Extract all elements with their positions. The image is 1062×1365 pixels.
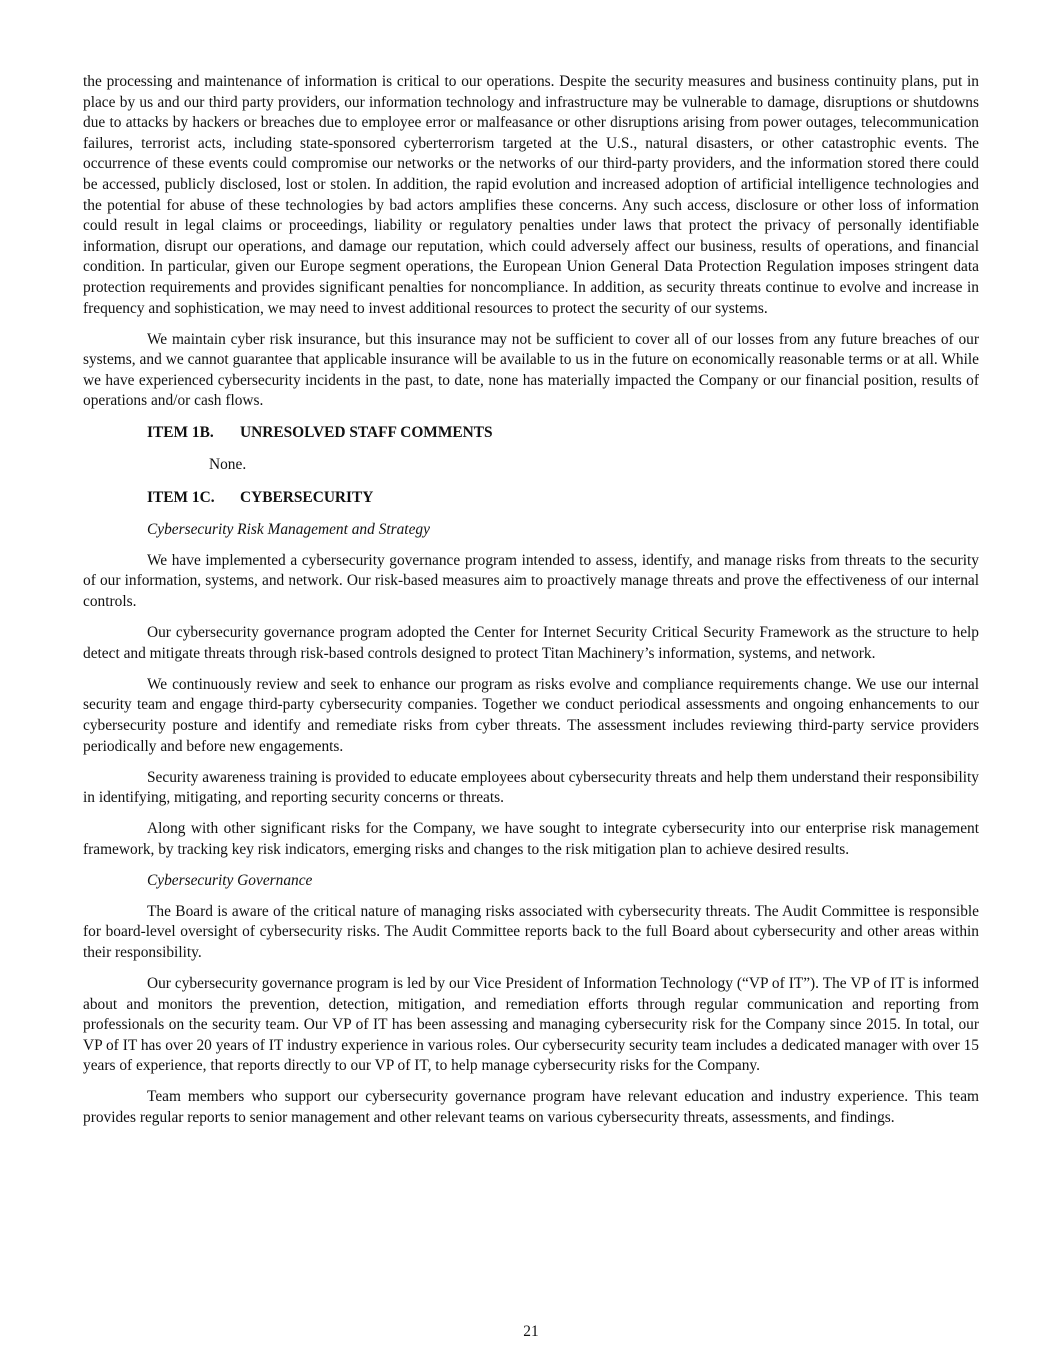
item-1b-content: None. — [209, 456, 247, 474]
page-number: 21 — [523, 1323, 539, 1340]
paragraph-enterprise-risk: Along with other significant risks for the Company, we have sought to integrate cybersecurity into our enterprise risk management framework, by tracking key risk indicators, emerging risks and changes to the risk mitigation plan to achieve desired results. — [83, 820, 979, 858]
paragraph-information-security-risk: the processing and maintenance of information is critical to our operations. Despite the security measures and business continuity plans, put in place by us and our third party providers, our information technology and infrastructure may be vulnerable to damage, disruptions or shutdowns due to attacks by hackers or breaches due to employee error or malfeasance or other disruptions arising from power outages, telecommunication failures, terrorist acts, including state-sponsored cyberterrorism targeted at the U.S., natural disasters, or other catastrophic events. The occurrence of these events could compromise our networks or the networks of our third-party providers, and the information stored there could be accessed, publicly disclosed, lost or stolen. In addition, the rapid evolution and increased adoption of artificial intelligence technologies and the potential for abuse of these technologies by bad actors amplifies these concerns. Any such access, disclosure or other loss of information could result in legal claims or proceedings, liability or regulatory penalties under laws that protect the privacy of personally identifiable information, disrupt our operations, and damage our reputation, which could adversely affect our business, results of operations, and financial condition. In particular, given our Europe segment operations, the European Union General Data Protection Regulation imposes stringent data protection requirements and provides significant penalties for noncompliance. In addition, as security threats continue to evolve and increase in frequency and sophistication, we may need to invest additional resources to protect the security of our systems. — [83, 73, 979, 317]
item-1c-title: CYBERSECURITY — [240, 488, 374, 506]
item-1c-number: ITEM 1C. — [147, 488, 215, 506]
item-1b-heading — [147, 423, 979, 444]
paragraph-awareness-training: Security awareness training is provided to educate employees about cybersecurity threats and help them understand their responsibility in identifying, mitigating, and reporting security concerns or threats. — [83, 768, 979, 807]
document-page — [83, 72, 979, 1139]
paragraph-vp-of-it: Our cybersecurity governance program is led by our Vice President of Information Technology (“VP of IT”). The VP of IT is informed about and monitors the prevention, detection, mitigation, and remediation efforts through regular communication and reporting from professionals on the security team. Our VP of IT has been assessing and managing cybersecurity risk for the Company since 2015. In total, our VP of IT has over 20 years of IT industry experience in various roles. Our cybersecurity security team includes a dedicated manager with over 15 years of experience, that reports directly to our VP of IT, to help manage cybersecurity risks for the Company. — [83, 974, 979, 1075]
paragraph-cis-framework: Our cybersecurity governance program adopted the Center for Internet Security Critical Security Framework as the structure to help detect and mitigate threats through risk-based controls designed to protect Titan Machinery’s information, systems, and network. — [83, 624, 979, 662]
risk-management-subheading: Cybersecurity Risk Management and Strategy — [147, 521, 430, 539]
paragraph-cyber-insurance: We maintain cyber risk insurance, but this insurance may not be sufficient to cover all of our losses from any future breaches of our systems, and we cannot guarantee that applicable insurance will be available to us in the future on economically reasonable terms or at all. While we have experienced cybersecurity incidents in the past, to date, none has materially impacted the Company or our financial position, results of operations and/or cash flows. — [83, 330, 979, 410]
paragraph-governance-program: We have implemented a cybersecurity governance program intended to assess, identify, and manage risks from threats to the security of our information, systems, and network. Our risk-based measures aim to proactively manage threats and prove the effectiveness of our internal controls. — [83, 551, 979, 611]
item-1b-number: ITEM 1B. — [147, 423, 214, 441]
governance-subheading: Cybersecurity Governance — [147, 872, 313, 890]
item-1b-title: UNRESOLVED STAFF COMMENTS — [240, 423, 493, 441]
paragraph-board-oversight: The Board is aware of the critical nature of managing risks associated with cybersecurity threats. The Audit Committee is responsible for board-level oversight of cybersecurity risks. The Audit Committee reports back to the full Board about cybersecurity and other areas within their responsibility. — [83, 902, 979, 961]
paragraph-team-members: Team members who support our cybersecurity governance program have relevant education and industry experience. This team provides regular reports to senior management and other relevant teams on various cybersecurity threats, assessments, and findings. — [83, 1088, 979, 1127]
item-1c-heading — [147, 488, 979, 509]
paragraph-continuous-review: We continuously review and seek to enhance our program as risks evolve and compliance requirements change. We use our internal security team and engage third-party cybersecurity companies. Together we conduct periodical assessments and ongoing enhancements to our cybersecurity posture and identify and remediate risks from cyber threats. The assessment includes reviewing third-party service providers periodically and before new engagements. — [83, 675, 979, 755]
